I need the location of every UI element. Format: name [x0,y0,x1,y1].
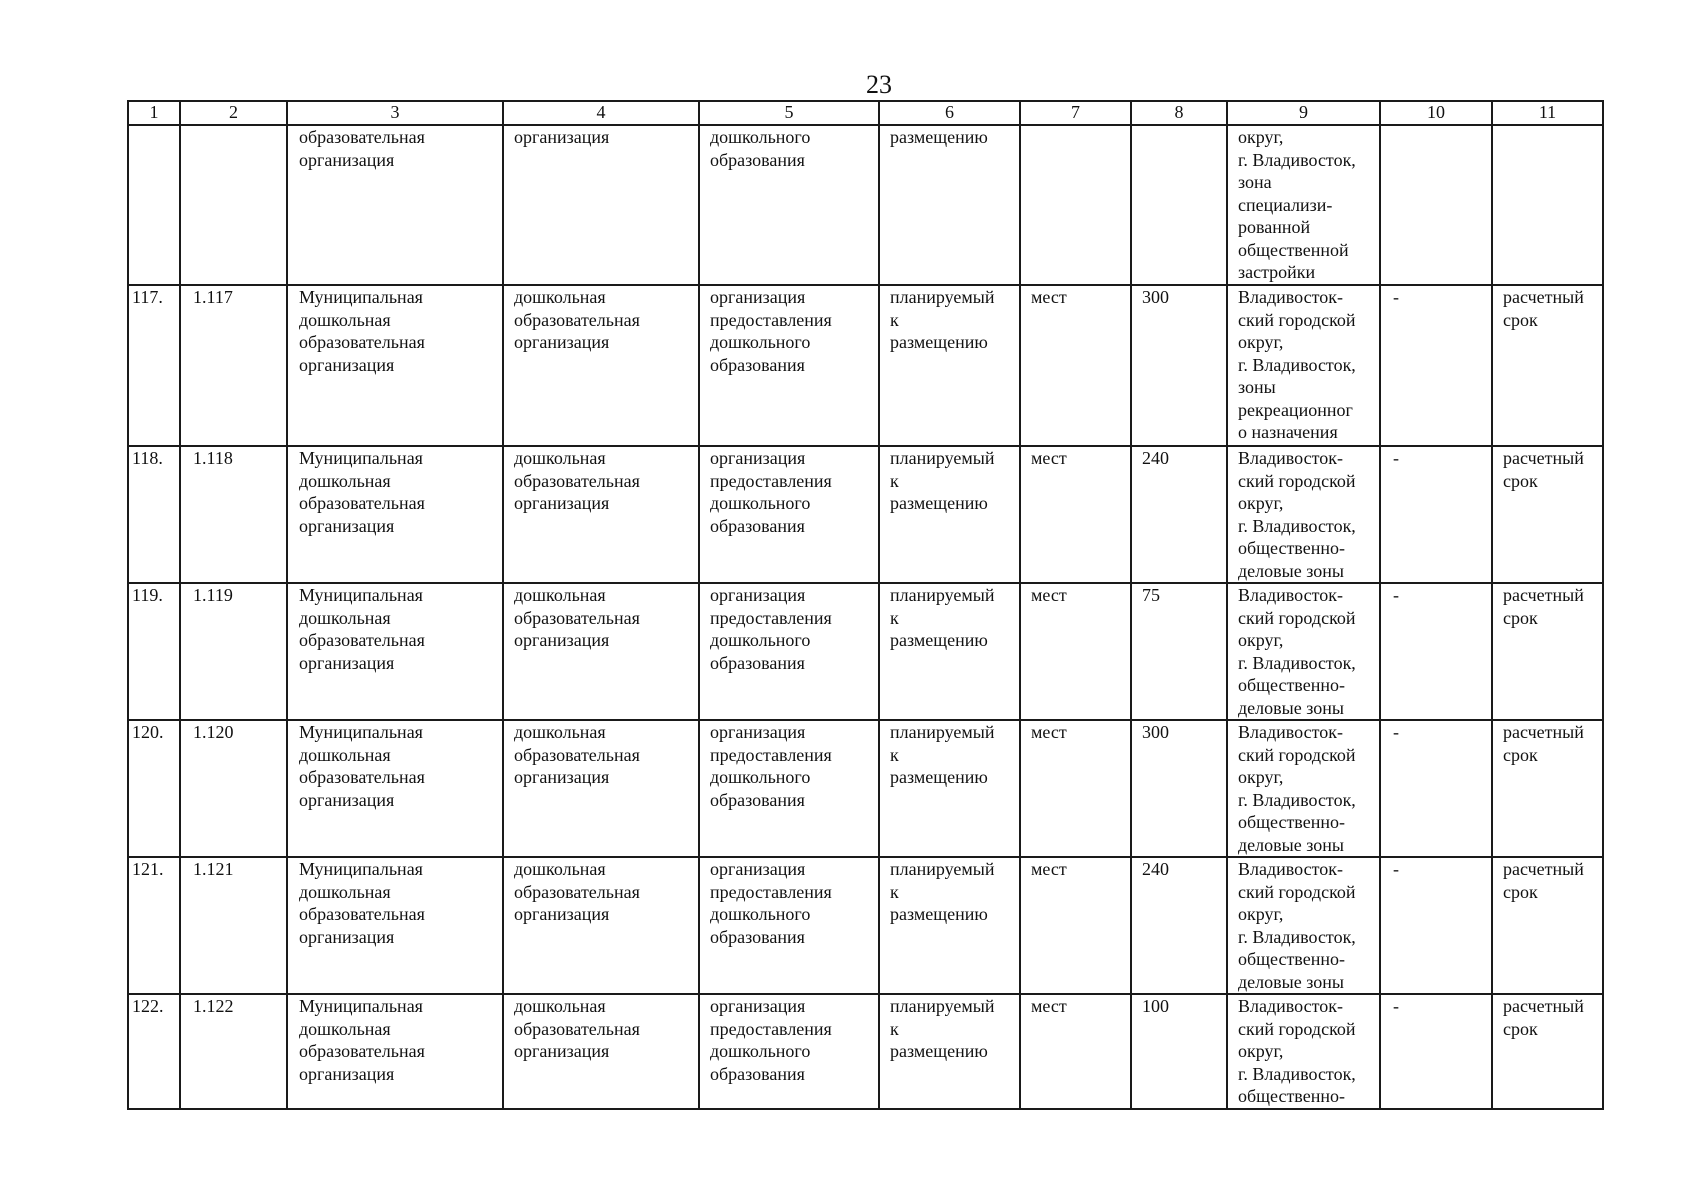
cell-term: расчетный срок [1492,583,1603,720]
column-header: 6 [879,101,1020,125]
cell-col10: - [1380,446,1492,583]
cell-location: Владивосток- ский городской округ, г. Владивосток, зоны рекреационног о назначения [1227,285,1380,446]
cell-col10: - [1380,994,1492,1109]
cell-location: Владивосток- ский городской округ, г. Владивосток, общественно- [1227,994,1380,1109]
column-header: 4 [503,101,699,125]
cell-status: планируемый к размещению [879,285,1020,446]
column-header: 1 [128,101,180,125]
table-row [128,285,1603,446]
cell-location: Владивосток- ский городской округ, г. Владивосток, общественно- деловые зоны [1227,583,1380,720]
cell-object-type: организация [503,125,699,285]
cell-purpose: организация предоставления дошкольного образования [699,857,879,994]
cell-status: размещению [879,125,1020,285]
cell-object-name: Муниципальная дошкольная образовательная организация [287,857,503,994]
cell-status: планируемый к размещению [879,583,1020,720]
cell-status: планируемый к размещению [879,857,1020,994]
table-row [128,857,1603,994]
cell-unit: мест [1020,583,1131,720]
cell-location: Владивосток- ский городской округ, г. Владивосток, общественно- деловые зоны [1227,720,1380,857]
column-header: 2 [180,101,287,125]
cell-code: 1.117 [180,285,287,446]
column-header: 5 [699,101,879,125]
cell-purpose: организация предоставления дошкольного образования [699,285,879,446]
cell-term [1492,125,1603,285]
cell-term: расчетный срок [1492,994,1603,1109]
cell-code: 1.122 [180,994,287,1109]
cell-object-type: дошкольная образовательная организация [503,720,699,857]
cell-term: расчетный срок [1492,857,1603,994]
cell-status: планируемый к размещению [879,994,1020,1109]
cell-code: 1.119 [180,583,287,720]
cell-col10: - [1380,583,1492,720]
cell-col10: - [1380,285,1492,446]
column-header: 10 [1380,101,1492,125]
cell-unit: мест [1020,446,1131,583]
cell-code: 1.120 [180,720,287,857]
cell-object-name: Муниципальная дошкольная образовательная организация [287,446,503,583]
cell-code: 1.118 [180,446,287,583]
table-row [128,446,1603,583]
column-header: 3 [287,101,503,125]
cell-object-type: дошкольная образовательная организация [503,285,699,446]
cell-capacity [1131,125,1227,285]
table-row-continuation [128,125,1603,285]
cell-row-number: 117. [128,285,180,446]
cell-purpose: организация предоставления дошкольного образования [699,446,879,583]
cell-row-number: 121. [128,857,180,994]
page-number: 23 [866,70,892,99]
cell-object-name: Муниципальная дошкольная образовательная организация [287,285,503,446]
cell-row-number: 122. [128,994,180,1109]
cell-col10: - [1380,857,1492,994]
cell-location: Владивосток- ский городской округ, г. Владивосток, общественно- деловые зоны [1227,857,1380,994]
cell-object-name: образовательная организация [287,125,503,285]
cell-object-type: дошкольная образовательная организация [503,446,699,583]
cell-object-type: дошкольная образовательная организация [503,994,699,1109]
cell-capacity: 75 [1131,583,1227,720]
cell-term: расчетный срок [1492,446,1603,583]
cell-col10: - [1380,720,1492,857]
cell-unit: мест [1020,285,1131,446]
cell-unit [1020,125,1131,285]
cell-capacity: 240 [1131,857,1227,994]
cell-purpose: организация предоставления дошкольного образования [699,720,879,857]
cell-object-name: Муниципальная дошкольная образовательная организация [287,583,503,720]
cell-capacity: 300 [1131,720,1227,857]
table-row [128,583,1603,720]
cell-unit: мест [1020,857,1131,994]
cell-object-type: дошкольная образовательная организация [503,857,699,994]
cell-object-type: дошкольная образовательная организация [503,583,699,720]
cell-unit: мест [1020,720,1131,857]
cell-capacity: 240 [1131,446,1227,583]
cell-purpose: организация предоставления дошкольного образования [699,994,879,1109]
cell-row-number: 118. [128,446,180,583]
cell-col10 [1380,125,1492,285]
cell-term: расчетный срок [1492,720,1603,857]
cell-location: Владивосток- ский городской округ, г. Владивосток, общественно- деловые зоны [1227,446,1380,583]
facilities-table [127,100,1604,1110]
cell-code: 1.121 [180,857,287,994]
cell-purpose: дошкольного образования [699,125,879,285]
cell-row-number: 120. [128,720,180,857]
cell-row-number [128,125,180,285]
cell-status: планируемый к размещению [879,720,1020,857]
column-header: 11 [1492,101,1603,125]
column-header: 8 [1131,101,1227,125]
column-header: 7 [1020,101,1131,125]
column-header: 9 [1227,101,1380,125]
table-row [128,994,1603,1109]
column-number-header-row [128,101,1603,125]
table-row [128,720,1603,857]
cell-object-name: Муниципальная дошкольная образовательная организация [287,994,503,1109]
cell-purpose: организация предоставления дошкольного образования [699,583,879,720]
cell-term: расчетный срок [1492,285,1603,446]
cell-object-name: Муниципальная дошкольная образовательная организация [287,720,503,857]
cell-status: планируемый к размещению [879,446,1020,583]
cell-unit: мест [1020,994,1131,1109]
cell-capacity: 300 [1131,285,1227,446]
cell-capacity: 100 [1131,994,1227,1109]
cell-row-number: 119. [128,583,180,720]
cell-location: округ, г. Владивосток, зона специализи- рованной общественной застройки [1227,125,1380,285]
cell-code [180,125,287,285]
